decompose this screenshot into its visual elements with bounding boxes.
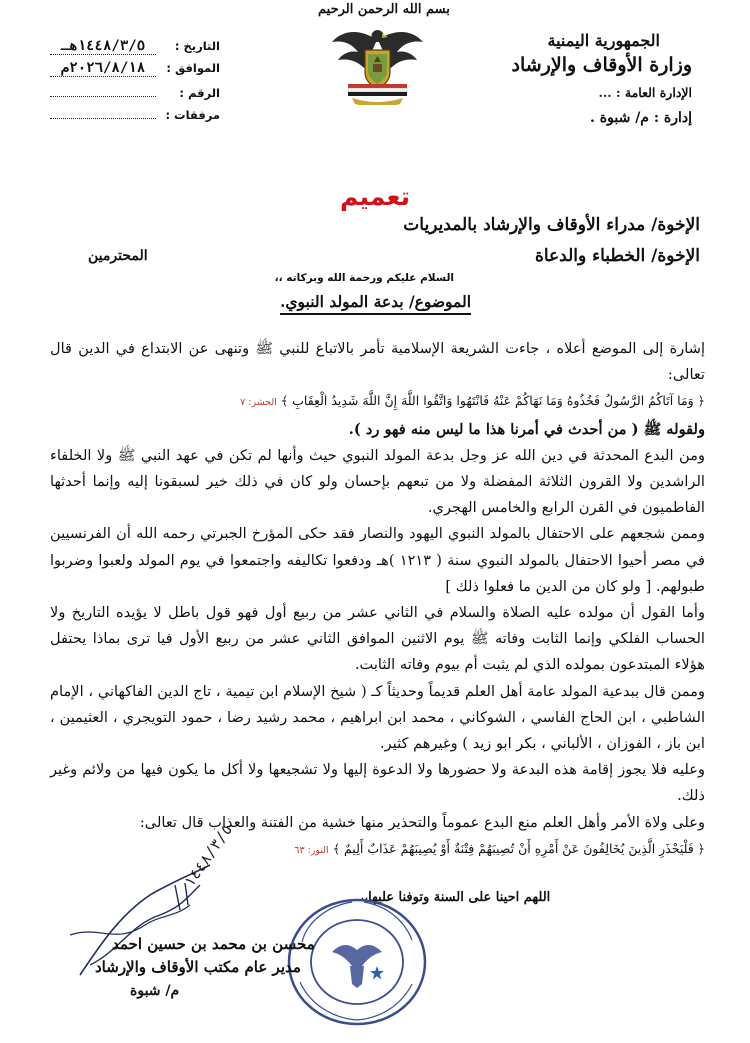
- verse-nur-ref: النور: ٦٣: [294, 844, 329, 856]
- issuer-header: [512, 30, 692, 130]
- number-value: [50, 82, 156, 97]
- handwritten-date: ١٤٤٨/٣/٥: [180, 820, 237, 891]
- signatory-title: مدير عام مكتب الأوقاف والإرشاد: [95, 958, 301, 976]
- meta-date-row: [50, 38, 220, 60]
- subject-line: الموضوع/ بدعة المولد النبوي.: [280, 292, 471, 315]
- paragraph-intro-text: إشارة إلى الموضع أعلاه ، جاءت الشريعة الإسلامية تأمر بالاتباع للنبي ﷺ وتنهى عن الابتداع في الدين قال تعالى:: [50, 340, 705, 384]
- paragraph-innovations: ومن البدع المحدثة في دين الله عز وجل بدعة المولد النبوي حيث وأنها لم تكن في عهد النبي ﷺ ولا الخلفاء الراشدين ولا القرون الثلاثة المفضلة ولا من تبعهم بإحسان ولو كان في ذلك خير لسبقونا إليه وإنما أحدثها الفاطميون في القرن الرابع والخامس الهجري.: [50, 446, 705, 517]
- official-stamp: [282, 892, 432, 1036]
- paragraph-ruling: وعليه فلا يجوز إقامة هذه البدعة ولا حضورها ولا الدعوة إليها ولا تشجيعها ولا أكل ما يكون فيها من ولائم وغير ذلك.: [50, 761, 705, 805]
- circular-title: تعميم: [339, 182, 411, 211]
- corresponding-label: الموافق :: [166, 61, 220, 75]
- republic-name: الجمهورية اليمنية: [547, 31, 660, 50]
- ministry-name: وزارة الأوقاف والإرشاد: [511, 54, 692, 76]
- signatory-office: م/ شبوة: [130, 983, 180, 999]
- yemen-eagle-emblem-icon: [330, 20, 425, 109]
- paragraph-hadith: [50, 417, 705, 443]
- verse-hashr-ref: الحشر: ٧: [240, 397, 277, 409]
- paragraph-intro: [50, 336, 705, 417]
- signatory-name: محسن بن محمد بن حسين احمد: [112, 935, 315, 953]
- hadith-text: ولقوله ﷺ ( من أحدث في أمرنا هذا ما ليس منه فهو رد ).: [348, 420, 705, 438]
- addressee-directors: الإخوة/ مدراء الأوقاف والإرشاد بالمديريات: [403, 215, 700, 235]
- respected-label: المحترمين: [88, 248, 148, 264]
- date-value: ١٤٤٨/٣/٥هـ: [50, 38, 156, 55]
- verse-nur-text: ﴿ فَلْيَحْذَرِ الَّذِينَ يُخَالِفُونَ عَنْ أَمْرِهِ أَنْ تُصِيبَهُمْ فِتْنَةٌ أَوْ يُصِيبَهُمْ عَذَابٌ أَلِيمٌ ﴾: [332, 840, 705, 856]
- paragraph-date-claim: وأما القول أن مولده عليه الصلاة والسلام في الثاني عشر من ربيع أول فهو قول باطل لا يؤيده التاريخ ولا الحساب الفلكي وإنما الثابت وفاته ﷺ يوم الاثنين الموافق الثاني عشر من ربيع الأول فيا ترى بماذا يحتفل هؤلاء المبتدعون بمولده الذي لم يثبت أم بيوم وفاته الثابت.: [50, 604, 705, 674]
- letter-meta: [50, 38, 220, 126]
- meta-corresponding-row: [50, 60, 220, 82]
- meta-attachments-row: [50, 104, 220, 126]
- paragraph-scholars: وممن قال ببدعية المولد عامة أهل العلم قديماً وحديثاً كـ ( شيخ الإسلام ابن تيمية ، تاج الدين الفاكهاني ، الإمام الشاطبي ، ابن الحاج الفاسي ، الشوكاني ، محمد ابن ابراهيم ، محمد رشيد رضا ، حمود التويجري ، العثيمين ، ابن باز ، الفوزان ، الألباني ، بكر ابو زيد ) وغيرهم كثير.: [50, 682, 705, 753]
- attachments-label: مرفقات :: [165, 108, 220, 122]
- verse-hashr: [50, 388, 705, 416]
- star-icon: [370, 965, 384, 984]
- closing-prayer: اللهم احينا على السنة وتوفنا عليها،،: [359, 890, 551, 905]
- greeting: السلام عليكم ورحمة الله وبركاته ،،: [274, 272, 454, 284]
- date-label: التاريخ :: [174, 39, 220, 53]
- paragraph-authorities-text: وعلى ولاة الأمر وأهل العلم منع البدع عموماً والتحذير منها خشية من الفتنة والعذاب قال تعالى:: [139, 813, 705, 831]
- letter-body: [50, 336, 705, 864]
- basmala: بسم الله الرحمن الرحيم: [318, 2, 450, 17]
- verse-hashr-text: ﴿ وَمَا آتَاكُمُ الرَّسُولُ فَخُذُوهُ وَمَا نَهَاكُمْ عَنْهُ فَانْتَهُوا وَاتَّقُوا اللَّهَ إِنَّ اللَّهَ شَدِيدُ الْعِقَابِ ﴾: [280, 393, 705, 409]
- corresponding-value: ٢٠٢٦/٨/١٨م: [50, 60, 156, 77]
- administration-line: إدارة : م/ شبوة .: [590, 110, 692, 126]
- number-label: الرقم :: [179, 86, 220, 100]
- general-admin-line: الإدارة العامة : ...: [598, 85, 692, 100]
- attachments-value: [50, 104, 156, 119]
- meta-number-row: [50, 82, 220, 104]
- addressee-preachers: الإخوة/ الخطباء والدعاة: [534, 246, 700, 266]
- paragraph-jabarti: وممن شجعهم على الاحتفال بالمولد النبوي اليهود والنصار فقد حكى المؤرخ الجبرتي رحمه الله أن الفرنسيين في مصر أحيوا الاحتفال بالمولد النبوي سنة ( ١٢١٣ )هـ ودفعوا تكاليفه واجتمعوا في يوم المولد ولعبوا وضربوا طبولهم. [ ولو كان من الدين ما فعلوا ذلك ]: [50, 525, 705, 595]
